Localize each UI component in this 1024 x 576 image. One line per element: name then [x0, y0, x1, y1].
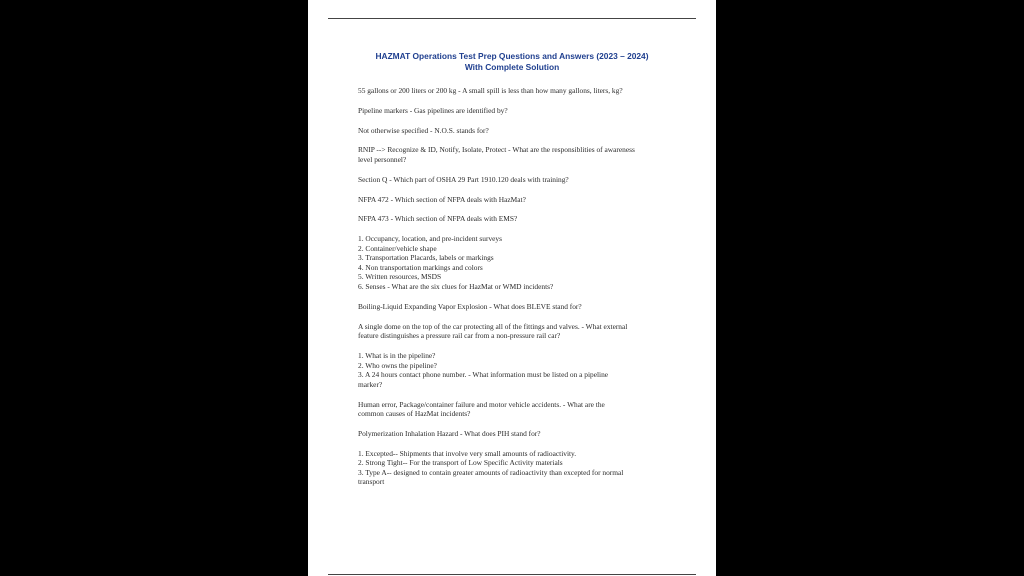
- qa-line: 55 gallons or 200 liters or 200 kg - A small spill is less than how many gallons, liters, kg?: [358, 86, 623, 95]
- qa-item: [358, 86, 688, 96]
- qa-line: Pipeline markers - Gas pipelines are identified by?: [358, 105, 508, 115]
- qa-line: 6. Senses - What are the six clues for HazMat or WMD incidents?: [358, 282, 554, 292]
- qa-item: [358, 234, 688, 292]
- qa-line: common causes of HazMat incidents?: [358, 409, 471, 419]
- qa-item: [358, 322, 688, 341]
- qa-line: Human error, Package/container failure and motor vehicle accidents. - What are the: [358, 399, 605, 409]
- qa-line: Polymerization Inhalation Hazard - What does PIH stand for?: [358, 428, 541, 438]
- qa-line: level personnel?: [358, 154, 407, 164]
- qa-item: [358, 106, 688, 116]
- top-rule: [328, 18, 696, 19]
- qa-line: 1. Excepted-- Shipments that involve very small amounts of radioactivity.: [358, 448, 577, 458]
- qa-list: [358, 86, 688, 497]
- qa-line: 3. Transportation Placards, labels or markings: [358, 253, 494, 263]
- qa-line: 1. Occupancy, location, and pre-incident surveys: [358, 234, 502, 244]
- qa-item: [358, 429, 688, 439]
- qa-line: 5. Written resources, MSDS: [358, 272, 442, 282]
- qa-line: A single dome on the top of the car protecting all of the fittings and valves. - What external: [358, 321, 628, 331]
- qa-line: 3. A 24 hours contact phone number. - What information must be listed on a pipeline: [358, 370, 609, 380]
- qa-line: Section Q - Which part of OSHA 29 Part 1910.120 deals with training?: [358, 174, 569, 184]
- qa-line: transport: [358, 477, 385, 487]
- qa-item: [358, 400, 688, 419]
- qa-line: feature distinguishes a pressure rail car from a non-pressure rail car?: [358, 331, 561, 341]
- title-line: HAZMAT Operations Test Prep Questions and Answers (2023 – 2024): [375, 51, 649, 61]
- qa-item: [358, 214, 688, 224]
- qa-item: [358, 302, 688, 312]
- qa-line: marker?: [358, 379, 383, 389]
- document-title: [338, 51, 686, 73]
- qa-line: 3. Type A-- designed to contain greater amounts of radioactivity than excepted for normal: [358, 467, 624, 477]
- qa-line: NFPA 473 - Which section of NFPA deals with EMS?: [358, 214, 518, 224]
- qa-line: NFPA 472 - Which section of NFPA deals with HazMat?: [358, 194, 526, 204]
- document-page: [308, 0, 716, 576]
- qa-line: 1. What is in the pipeline?: [358, 350, 436, 360]
- qa-line: 4. Non transportation markings and colors: [358, 262, 483, 272]
- title-line: With Complete Solution: [464, 62, 560, 72]
- qa-line: Boiling-Liquid Expanding Vapor Explosion - What does BLEVE stand for?: [358, 301, 582, 311]
- qa-item: [358, 351, 688, 389]
- qa-line: 2. Container/vehicle shape: [358, 243, 437, 253]
- qa-line: 2. Strong Tight-- For the transport of Low Specific Activity materials: [358, 458, 563, 468]
- qa-item: [358, 449, 688, 487]
- qa-line: Not otherwise specified - N.O.S. stands for?: [358, 125, 489, 135]
- qa-item: [358, 175, 688, 185]
- qa-line: 2. Who owns the pipeline?: [358, 360, 437, 370]
- qa-item: [358, 195, 688, 205]
- bottom-rule: [328, 574, 696, 575]
- qa-line: RNIP --> Recognize & ID, Notify, Isolate, Protect - What are the responsiblities of awareness: [358, 145, 635, 155]
- qa-item: [358, 126, 688, 136]
- qa-item: [358, 145, 688, 164]
